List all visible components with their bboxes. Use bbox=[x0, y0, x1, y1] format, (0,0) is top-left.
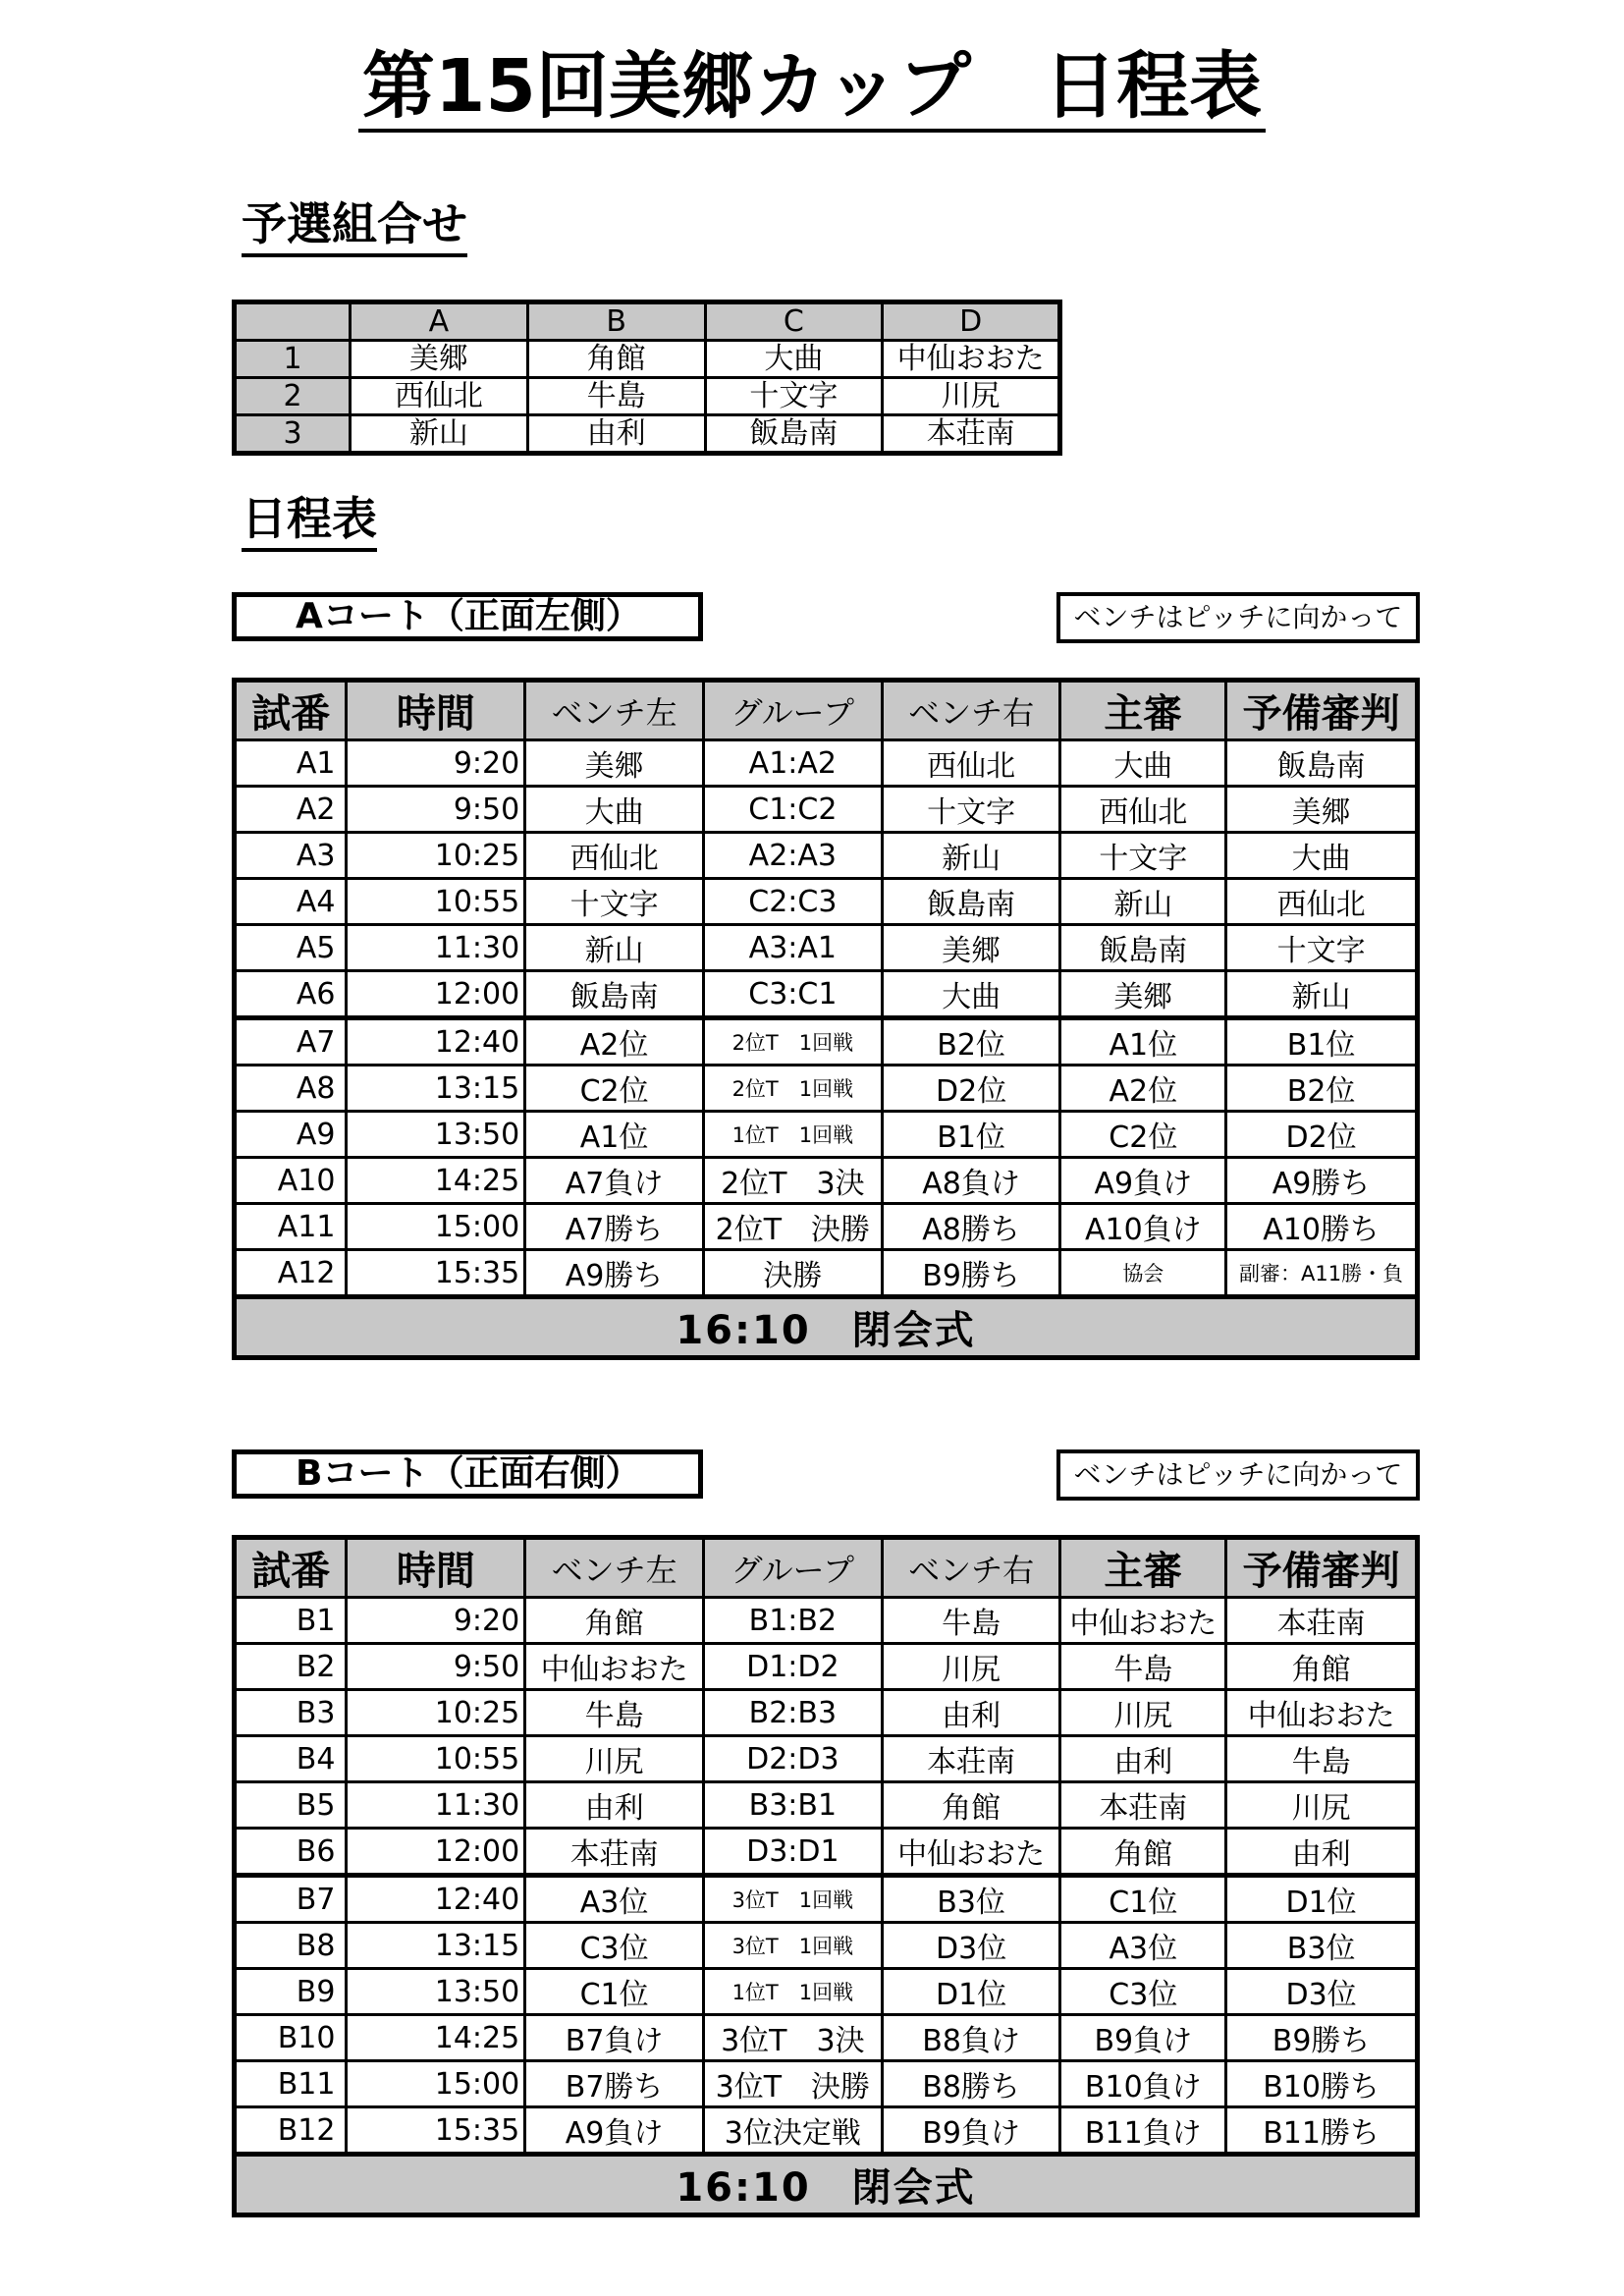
bench-right-team: 牛島 bbox=[882, 1598, 1060, 1644]
match-group: 2位T 決勝 bbox=[703, 1204, 882, 1250]
match-row bbox=[235, 1969, 1418, 2015]
match-number: B9 bbox=[235, 1969, 347, 2015]
referee: 十文字 bbox=[1060, 833, 1226, 879]
bench-left-team: A9負け bbox=[525, 2107, 704, 2155]
match-group: 3位決定戦 bbox=[703, 2107, 882, 2155]
bench-right-team: B1位 bbox=[882, 1112, 1060, 1158]
match-time: 11:30 bbox=[347, 1782, 525, 1829]
match-time: 10:25 bbox=[347, 1690, 525, 1736]
match-group: A1:A2 bbox=[703, 740, 882, 787]
schedule-column-header: 予備審判 bbox=[1226, 1538, 1418, 1598]
match-group: D2:D3 bbox=[703, 1736, 882, 1782]
match-time: 13:50 bbox=[347, 1112, 525, 1158]
match-row bbox=[235, 1690, 1418, 1736]
reserve-referee: D2位 bbox=[1226, 1112, 1418, 1158]
referee: 新山 bbox=[1060, 879, 1226, 925]
match-number: A5 bbox=[235, 925, 347, 971]
match-time: 15:35 bbox=[347, 1250, 525, 1297]
bench-left-team: A9勝ち bbox=[525, 1250, 704, 1297]
schedule-column-header: 主審 bbox=[1060, 681, 1226, 740]
reserve-referee: B1位 bbox=[1226, 1018, 1418, 1066]
bench-right-team: 本荘南 bbox=[882, 1736, 1060, 1782]
group-team-cell: 角館 bbox=[527, 341, 705, 378]
match-row bbox=[235, 1829, 1418, 1876]
reserve-referee: 角館 bbox=[1226, 1644, 1418, 1690]
bench-right-team: B9負け bbox=[882, 2107, 1060, 2155]
match-group: C3:C1 bbox=[703, 971, 882, 1018]
match-number: A12 bbox=[235, 1250, 347, 1297]
bench-left-team: C1位 bbox=[525, 1969, 704, 2015]
match-time: 9:20 bbox=[347, 740, 525, 787]
referee: B10負け bbox=[1060, 2061, 1226, 2107]
schedule-column-header: 試番 bbox=[235, 681, 347, 740]
match-number: B12 bbox=[235, 2107, 347, 2155]
reserve-referee: D3位 bbox=[1226, 1969, 1418, 2015]
bench-right-team: B8勝ち bbox=[882, 2061, 1060, 2107]
group-row-number: 2 bbox=[235, 378, 351, 415]
reserve-referee: B10勝ち bbox=[1226, 2061, 1418, 2107]
groups-header-row bbox=[235, 302, 1060, 341]
match-row bbox=[235, 1644, 1418, 1690]
match-time: 14:25 bbox=[347, 1158, 525, 1204]
referee: 中仙おおた bbox=[1060, 1598, 1226, 1644]
schedule-header-row bbox=[235, 1538, 1418, 1598]
match-row bbox=[235, 971, 1418, 1018]
bench-right-team: D2位 bbox=[882, 1066, 1060, 1112]
match-number: B6 bbox=[235, 1829, 347, 1876]
match-number: B7 bbox=[235, 1876, 347, 1923]
bench-right-team: B8負け bbox=[882, 2015, 1060, 2061]
match-group: 1位T 1回戦 bbox=[703, 1112, 882, 1158]
bench-left-team: 牛島 bbox=[525, 1690, 704, 1736]
group-row bbox=[235, 415, 1060, 454]
reserve-referee: B11勝ち bbox=[1226, 2107, 1418, 2155]
bench-left-team: 中仙おおた bbox=[525, 1644, 704, 1690]
match-group: 1位T 1回戦 bbox=[703, 1969, 882, 2015]
referee: 美郷 bbox=[1060, 971, 1226, 1018]
match-group: 決勝 bbox=[703, 1250, 882, 1297]
referee: C3位 bbox=[1060, 1969, 1226, 2015]
court-a-label: Aコート（正面左側） bbox=[232, 592, 703, 641]
referee: 協会 bbox=[1060, 1250, 1226, 1297]
match-row bbox=[235, 1923, 1418, 1969]
match-time: 15:00 bbox=[347, 1204, 525, 1250]
reserve-referee: 飯島南 bbox=[1226, 740, 1418, 787]
match-row bbox=[235, 2015, 1418, 2061]
schedule-header-row bbox=[235, 681, 1418, 740]
referee: A10負け bbox=[1060, 1204, 1226, 1250]
reserve-referee: 美郷 bbox=[1226, 787, 1418, 833]
referee: C2位 bbox=[1060, 1112, 1226, 1158]
match-time: 12:00 bbox=[347, 1829, 525, 1876]
match-time: 10:55 bbox=[347, 1736, 525, 1782]
group-row bbox=[235, 378, 1060, 415]
match-number: B4 bbox=[235, 1736, 347, 1782]
closing-row bbox=[235, 2155, 1418, 2215]
referee: 角館 bbox=[1060, 1829, 1226, 1876]
court-a-bench-note: ベンチはピッチに向かって bbox=[1056, 592, 1420, 643]
referee: B11負け bbox=[1060, 2107, 1226, 2155]
match-group: B3:B1 bbox=[703, 1782, 882, 1829]
match-row bbox=[235, 1876, 1418, 1923]
court-b-label: Bコート（正面右側） bbox=[232, 1449, 703, 1499]
bench-left-team: B7勝ち bbox=[525, 2061, 704, 2107]
referee: A2位 bbox=[1060, 1066, 1226, 1112]
group-column-header: C bbox=[705, 302, 883, 341]
match-number: A11 bbox=[235, 1204, 347, 1250]
match-time: 9:50 bbox=[347, 1644, 525, 1690]
match-number: A1 bbox=[235, 740, 347, 787]
group-column-header: B bbox=[527, 302, 705, 341]
match-row bbox=[235, 879, 1418, 925]
referee: A1位 bbox=[1060, 1018, 1226, 1066]
match-number: B8 bbox=[235, 1923, 347, 1969]
schedule-column-header: ベンチ左 bbox=[525, 1538, 704, 1598]
reserve-referee: 副審：A11勝・負 bbox=[1226, 1250, 1418, 1297]
reserve-referee: A10勝ち bbox=[1226, 1204, 1418, 1250]
reserve-referee: B3位 bbox=[1226, 1923, 1418, 1969]
closing-ceremony: 16:10 閉会式 bbox=[235, 2155, 1418, 2215]
bench-left-team: C3位 bbox=[525, 1923, 704, 1969]
match-group: A3:A1 bbox=[703, 925, 882, 971]
match-row bbox=[235, 1204, 1418, 1250]
schedule-column-header: ベンチ右 bbox=[882, 681, 1060, 740]
match-number: B3 bbox=[235, 1690, 347, 1736]
groups-table bbox=[232, 300, 1062, 456]
match-group: 3位T 3決 bbox=[703, 2015, 882, 2061]
bench-right-team: 中仙おおた bbox=[882, 1829, 1060, 1876]
group-column-header: D bbox=[883, 302, 1060, 341]
referee: 飯島南 bbox=[1060, 925, 1226, 971]
match-group: D3:D1 bbox=[703, 1829, 882, 1876]
match-time: 10:55 bbox=[347, 879, 525, 925]
match-group: C1:C2 bbox=[703, 787, 882, 833]
match-time: 13:15 bbox=[347, 1923, 525, 1969]
schedule-column-header: 予備審判 bbox=[1226, 681, 1418, 740]
match-time: 9:50 bbox=[347, 787, 525, 833]
referee: 大曲 bbox=[1060, 740, 1226, 787]
match-time: 9:20 bbox=[347, 1598, 525, 1644]
bench-right-team: 美郷 bbox=[882, 925, 1060, 971]
reserve-referee: B9勝ち bbox=[1226, 2015, 1418, 2061]
reserve-referee: 川尻 bbox=[1226, 1782, 1418, 1829]
group-team-cell: 牛島 bbox=[527, 378, 705, 415]
bench-left-team: 十文字 bbox=[525, 879, 704, 925]
court-a-schedule-table bbox=[232, 678, 1420, 1360]
bench-right-team: 飯島南 bbox=[882, 879, 1060, 925]
reserve-referee: A9勝ち bbox=[1226, 1158, 1418, 1204]
closing-row bbox=[235, 1297, 1418, 1358]
group-team-cell: 本荘南 bbox=[883, 415, 1060, 454]
match-number: B11 bbox=[235, 2061, 347, 2107]
court-b-bench-note: ベンチはピッチに向かって bbox=[1056, 1449, 1420, 1501]
match-row bbox=[235, 925, 1418, 971]
bench-left-team: 美郷 bbox=[525, 740, 704, 787]
group-row bbox=[235, 341, 1060, 378]
match-group: B2:B3 bbox=[703, 1690, 882, 1736]
bench-left-team: 新山 bbox=[525, 925, 704, 971]
match-row bbox=[235, 1736, 1418, 1782]
bench-left-team: A3位 bbox=[525, 1876, 704, 1923]
match-number: B5 bbox=[235, 1782, 347, 1829]
schedule-column-header: 時間 bbox=[347, 681, 525, 740]
match-number: A7 bbox=[235, 1018, 347, 1066]
bench-left-team: 本荘南 bbox=[525, 1829, 704, 1876]
group-team-cell: 大曲 bbox=[705, 341, 883, 378]
match-row bbox=[235, 833, 1418, 879]
schedule-column-header: 時間 bbox=[347, 1538, 525, 1598]
group-column-header bbox=[235, 302, 351, 341]
match-row bbox=[235, 740, 1418, 787]
bench-left-team: B7負け bbox=[525, 2015, 704, 2061]
bench-left-team: C2位 bbox=[525, 1066, 704, 1112]
bench-right-team: 川尻 bbox=[882, 1644, 1060, 1690]
closing-ceremony: 16:10 閉会式 bbox=[235, 1297, 1418, 1358]
bench-left-team: 川尻 bbox=[525, 1736, 704, 1782]
group-team-cell: 十文字 bbox=[705, 378, 883, 415]
match-group: 3位T 1回戦 bbox=[703, 1876, 882, 1923]
reserve-referee: 西仙北 bbox=[1226, 879, 1418, 925]
match-number: B10 bbox=[235, 2015, 347, 2061]
court-b-schedule-table bbox=[232, 1535, 1420, 2217]
match-row bbox=[235, 2107, 1418, 2155]
schedule-column-header: ベンチ右 bbox=[882, 1538, 1060, 1598]
bench-left-team: A7負け bbox=[525, 1158, 704, 1204]
reserve-referee: 牛島 bbox=[1226, 1736, 1418, 1782]
referee: 牛島 bbox=[1060, 1644, 1226, 1690]
bench-right-team: B9勝ち bbox=[882, 1250, 1060, 1297]
match-row bbox=[235, 787, 1418, 833]
schedule-column-header: 主審 bbox=[1060, 1538, 1226, 1598]
match-group: 2位T 1回戦 bbox=[703, 1018, 882, 1066]
bench-left-team: 西仙北 bbox=[525, 833, 704, 879]
referee: A9負け bbox=[1060, 1158, 1226, 1204]
bench-right-team: 十文字 bbox=[882, 787, 1060, 833]
group-column-header: A bbox=[351, 302, 528, 341]
referee: 西仙北 bbox=[1060, 787, 1226, 833]
group-team-cell: 新山 bbox=[351, 415, 528, 454]
group-team-cell: 西仙北 bbox=[351, 378, 528, 415]
match-row bbox=[235, 1158, 1418, 1204]
match-time: 15:35 bbox=[347, 2107, 525, 2155]
match-row bbox=[235, 1250, 1418, 1297]
reserve-referee: 十文字 bbox=[1226, 925, 1418, 971]
group-team-cell: 中仙おおた bbox=[883, 341, 1060, 378]
group-row-number: 3 bbox=[235, 415, 351, 454]
bench-right-team: A8負け bbox=[882, 1158, 1060, 1204]
group-team-cell: 美郷 bbox=[351, 341, 528, 378]
match-group: 2位T 3決 bbox=[703, 1158, 882, 1204]
match-number: A6 bbox=[235, 971, 347, 1018]
match-group: 2位T 1回戦 bbox=[703, 1066, 882, 1112]
match-time: 11:30 bbox=[347, 925, 525, 971]
reserve-referee: D1位 bbox=[1226, 1876, 1418, 1923]
match-group: 3位T 1回戦 bbox=[703, 1923, 882, 1969]
reserve-referee: B2位 bbox=[1226, 1066, 1418, 1112]
bench-right-team: 角館 bbox=[882, 1782, 1060, 1829]
match-group: 3位T 決勝 bbox=[703, 2061, 882, 2107]
bench-left-team: 由利 bbox=[525, 1782, 704, 1829]
match-time: 13:15 bbox=[347, 1066, 525, 1112]
match-number: A8 bbox=[235, 1066, 347, 1112]
referee: C1位 bbox=[1060, 1876, 1226, 1923]
group-team-cell: 由利 bbox=[527, 415, 705, 454]
match-number: B1 bbox=[235, 1598, 347, 1644]
reserve-referee: 新山 bbox=[1226, 971, 1418, 1018]
match-time: 12:40 bbox=[347, 1876, 525, 1923]
match-time: 13:50 bbox=[347, 1969, 525, 2015]
match-group: A2:A3 bbox=[703, 833, 882, 879]
bench-left-team: A7勝ち bbox=[525, 1204, 704, 1250]
match-row bbox=[235, 1598, 1418, 1644]
schedule-column-header: グループ bbox=[703, 1538, 882, 1598]
group-row-number: 1 bbox=[235, 341, 351, 378]
bench-right-team: D1位 bbox=[882, 1969, 1060, 2015]
bench-left-team: A1位 bbox=[525, 1112, 704, 1158]
bench-right-team: 由利 bbox=[882, 1690, 1060, 1736]
reserve-referee: 大曲 bbox=[1226, 833, 1418, 879]
referee: 由利 bbox=[1060, 1736, 1226, 1782]
reserve-referee: 中仙おおた bbox=[1226, 1690, 1418, 1736]
match-number: A2 bbox=[235, 787, 347, 833]
match-row bbox=[235, 1066, 1418, 1112]
schedule-column-header: ベンチ左 bbox=[525, 681, 704, 740]
match-group: D1:D2 bbox=[703, 1644, 882, 1690]
bench-left-team: A2位 bbox=[525, 1018, 704, 1066]
match-group: B1:B2 bbox=[703, 1598, 882, 1644]
bench-right-team: A8勝ち bbox=[882, 1204, 1060, 1250]
match-number: A4 bbox=[235, 879, 347, 925]
match-time: 15:00 bbox=[347, 2061, 525, 2107]
bench-right-team: 西仙北 bbox=[882, 740, 1060, 787]
referee: A3位 bbox=[1060, 1923, 1226, 1969]
referee: B9負け bbox=[1060, 2015, 1226, 2061]
bench-left-team: 大曲 bbox=[525, 787, 704, 833]
match-row bbox=[235, 1018, 1418, 1066]
bench-left-team: 飯島南 bbox=[525, 971, 704, 1018]
schedule-column-header: グループ bbox=[703, 681, 882, 740]
match-time: 10:25 bbox=[347, 833, 525, 879]
match-time: 12:00 bbox=[347, 971, 525, 1018]
bench-right-team: B3位 bbox=[882, 1876, 1060, 1923]
bench-left-team: 角館 bbox=[525, 1598, 704, 1644]
match-number: B2 bbox=[235, 1644, 347, 1690]
bench-right-team: B2位 bbox=[882, 1018, 1060, 1066]
schedule-column-header: 試番 bbox=[235, 1538, 347, 1598]
bench-right-team: 新山 bbox=[882, 833, 1060, 879]
match-row bbox=[235, 1112, 1418, 1158]
match-number: A10 bbox=[235, 1158, 347, 1204]
match-row bbox=[235, 1782, 1418, 1829]
match-row bbox=[235, 2061, 1418, 2107]
match-time: 14:25 bbox=[347, 2015, 525, 2061]
match-group: C2:C3 bbox=[703, 879, 882, 925]
groups-heading: 予選組合せ bbox=[242, 194, 467, 257]
match-number: A3 bbox=[235, 833, 347, 879]
group-team-cell: 川尻 bbox=[883, 378, 1060, 415]
match-number: A9 bbox=[235, 1112, 347, 1158]
schedule-heading: 日程表 bbox=[242, 489, 377, 552]
page-title: 第15回美郷カップ 日程表 bbox=[0, 39, 1624, 134]
referee: 本荘南 bbox=[1060, 1782, 1226, 1829]
reserve-referee: 由利 bbox=[1226, 1829, 1418, 1876]
bench-right-team: D3位 bbox=[882, 1923, 1060, 1969]
reserve-referee: 本荘南 bbox=[1226, 1598, 1418, 1644]
group-team-cell: 飯島南 bbox=[705, 415, 883, 454]
referee: 川尻 bbox=[1060, 1690, 1226, 1736]
bench-right-team: 大曲 bbox=[882, 971, 1060, 1018]
match-time: 12:40 bbox=[347, 1018, 525, 1066]
